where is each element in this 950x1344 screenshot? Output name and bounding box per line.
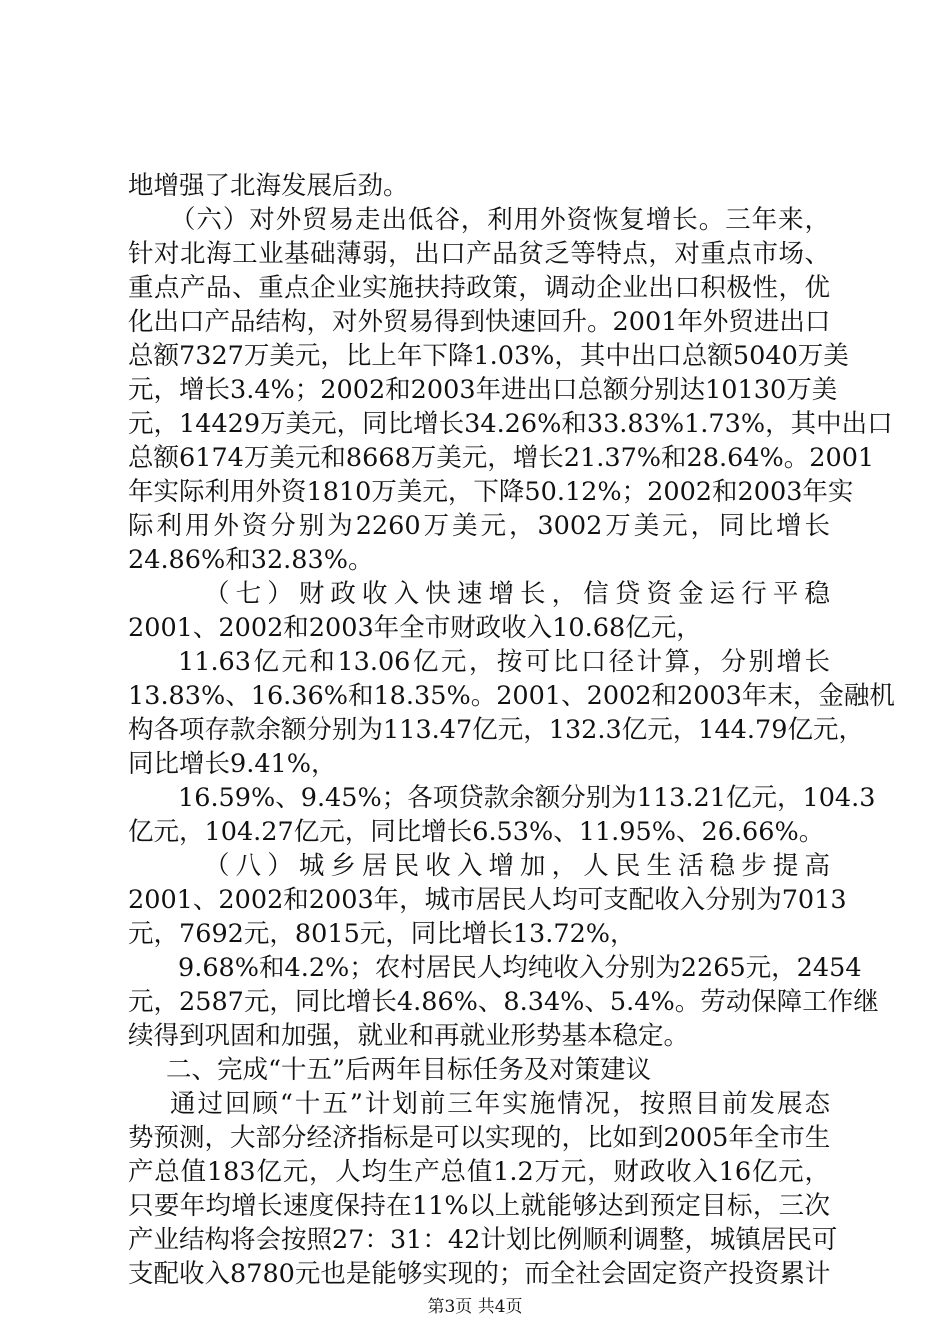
text-line: 2001、2002和2003年全市财政收入10.68亿元， [128, 613, 702, 643]
text-line: 势预测，大部分经济指标是可以实现的，比如到2005年全市生 [128, 1123, 831, 1153]
section-heading: 二、完成“十五”后两年目标任务及对策建议 [166, 1055, 652, 1085]
text-line: 通过回顾“十五”计划前三年实施情况，按照目前发展态 [170, 1089, 830, 1119]
text-line: 只要年均增长速度保持在11%以上就能够达到预定目标，三次 [128, 1191, 830, 1221]
text-line: 化出口产品结构，对外贸易得到快速回升。2001年外贸进出口 [128, 307, 831, 337]
section-heading: （八）城乡居民收入增加，人民生活稳步提高 [204, 851, 830, 881]
text-line: 9.68%和4.2%；农村居民人均纯收入分别为2265元，2454 [178, 953, 862, 983]
text-line: 11.63亿元和13.06亿元，按可比口径计算，分别增长 [178, 647, 830, 677]
text-line: 24.86%和32.83%。 [128, 545, 374, 575]
text-line: 2001、2002和2003年，城市居民人均可支配收入分别为7013 [128, 885, 847, 915]
text-line: 同比增长9.41%， [128, 749, 337, 779]
text-line: 重点产品、重点企业实施扶持政策，调动企业出口积极性，优 [128, 273, 830, 303]
text-line: 际利用外资分别为2260万美元，3002万美元，同比增长 [128, 511, 830, 541]
text-line: 总额7327万美元，比上年下降1.03%，其中出口总额5040万美 [128, 341, 849, 371]
text-line: 针对北海工业基础薄弱，出口产品贫乏等特点，对重点市场、 [128, 239, 830, 269]
text-line: 支配收入8780元也是能够实现的；而全社会固定资产投资累计 [128, 1259, 831, 1289]
section-heading: （七）财政收入快速增长，信贷资金运行平稳 [204, 579, 830, 609]
text-line: 元，7692元，8015元，同比增长13.72%， [128, 919, 636, 949]
text-line: 元，14429万美元，同比增长34.26%和33.83%1.73%，其中出口 [128, 409, 893, 439]
text-line: 产业结构将会按照27：31：42计划比例顺利调整，城镇居民可 [128, 1225, 838, 1255]
text-line: 产总值183亿元，人均生产总值1.2万元，财政收入16亿元， [128, 1157, 830, 1187]
text-line: （六）对外贸易走出低谷，利用外资恢复增长。三年来， [170, 205, 830, 235]
text-line: 总额6174万美元和8668万美元，增长21.37%和28.64%。2001 [128, 443, 875, 473]
text-line: 年实际利用外资1810万美元，下降50.12%；2002和2003年实 [128, 477, 854, 507]
text-line: 元，增长3.4%；2002和2003年进出口总额分别达10130万美 [128, 375, 838, 405]
text-line: 元，2587元，同比增长4.86%、8.34%、5.4%。劳动保障工作继 [128, 987, 879, 1017]
text-line: 16.59%、9.45%；各项贷款余额分别为113.21亿元，104.3 [178, 783, 876, 813]
text-line: 构各项存款余额分别为113.47亿元，132.3亿元，144.79亿元， [128, 715, 864, 745]
text-line: 地增强了北海发展后劲。 [128, 171, 409, 201]
page-footer: 第3页 共4页 [427, 1297, 523, 1317]
text-line: 亿元，104.27亿元，同比增长6.53%、11.95%、26.66%。 [128, 817, 825, 847]
text-line: 13.83%、16.36%和18.35%。2001、2002和2003年末，金融机 [128, 681, 895, 711]
text-line: 续得到巩固和加强，就业和再就业形势基本稳定。 [128, 1021, 690, 1051]
